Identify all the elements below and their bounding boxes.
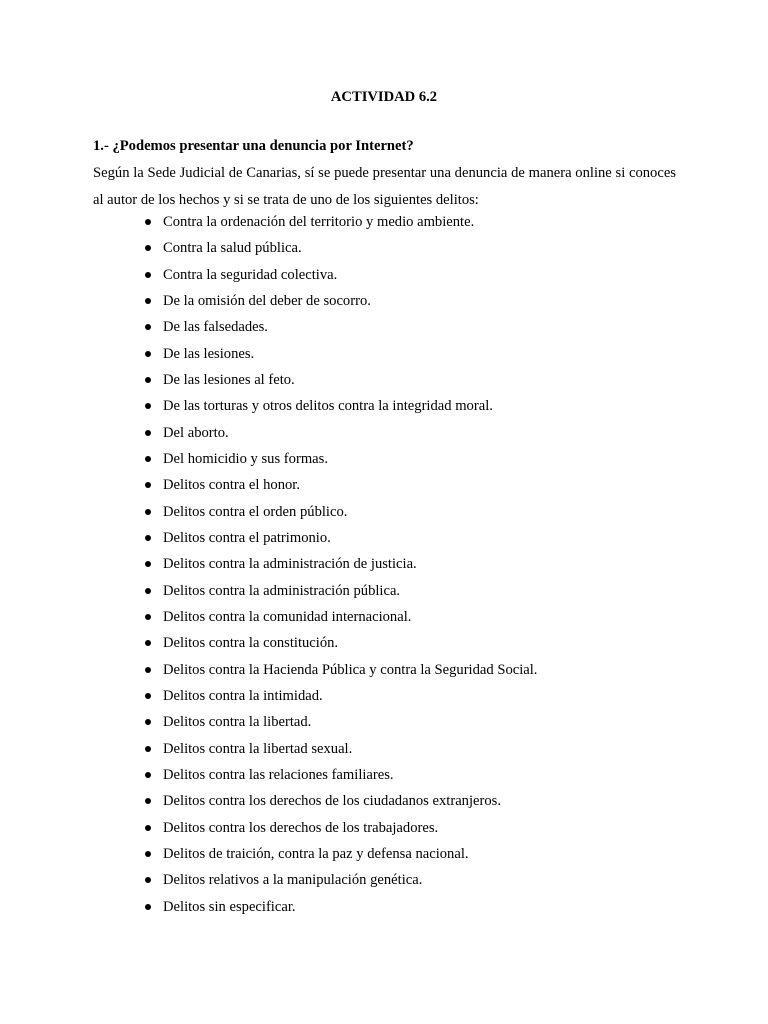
list-item-text: De las lesiones al feto. xyxy=(163,371,295,388)
bullet-icon xyxy=(145,298,151,304)
bullet-icon xyxy=(145,456,151,462)
document-title: ACTIVIDAD 6.2 xyxy=(330,89,438,105)
list-item-text: Contra la seguridad colectiva. xyxy=(163,266,338,283)
bullet-icon xyxy=(145,667,151,673)
list-item-text: Delitos de traición, contra la paz y defensa nacional. xyxy=(163,845,469,862)
bullet-icon xyxy=(145,351,151,357)
bullet-icon xyxy=(145,851,151,857)
list-item-text: De las lesiones. xyxy=(163,345,255,362)
bullet-icon xyxy=(145,219,151,225)
bullet-icon xyxy=(145,877,151,883)
bullet-icon xyxy=(145,377,151,383)
bullet-icon xyxy=(145,245,151,251)
bullet-icon xyxy=(145,482,151,488)
question-heading: 1.- ¿Podemos presentar una denuncia por Internet? xyxy=(93,138,414,154)
list-item-text: Delitos contra los derechos de los trabajadores. xyxy=(163,819,439,836)
list-item-text: Delitos contra el orden público. xyxy=(163,503,348,520)
list-item-text: Delitos contra la Hacienda Pública y contra la Seguridad Social. xyxy=(163,661,538,678)
bullet-icon xyxy=(145,324,151,330)
list-item-text: Contra la ordenación del territorio y medio ambiente. xyxy=(163,214,475,230)
list-item-text: Del aborto. xyxy=(163,424,229,441)
bullet-icon xyxy=(145,535,151,541)
list-item-text: Delitos contra la comunidad internacional. xyxy=(163,608,412,625)
list-item-text: Delitos contra las relaciones familiares. xyxy=(163,766,394,783)
list-item-text: De la omisión del deber de socorro. xyxy=(163,292,371,309)
bullet-icon xyxy=(145,693,151,699)
bullet-icon xyxy=(145,904,151,910)
list-item-text: Delitos sin especificar. xyxy=(163,898,296,915)
bullet-icon xyxy=(145,640,151,646)
list-item-text: Delitos relativos a la manipulación genética. xyxy=(163,872,423,889)
list-item-text: De las torturas y otros delitos contra la integridad moral. xyxy=(163,398,493,415)
bullet-icon xyxy=(145,825,151,831)
bullet-icon xyxy=(145,509,151,515)
list-item-text: Del homicidio y sus formas. xyxy=(163,450,328,467)
list-item-text: Delitos contra los derechos de los ciudadanos extranjeros. xyxy=(163,793,501,810)
intro-paragraph: Según la Sede Judicial de Canarias, sí se puede presentar una denuncia de manera online si conoces al autor de los hechos y si se trata de uno de los siguientes delitos: xyxy=(93,165,676,208)
bullet-icon xyxy=(145,614,151,620)
list-item-text: Delitos contra la intimidad. xyxy=(163,687,323,704)
bullet-icon xyxy=(145,772,151,778)
bullet-icon xyxy=(145,798,151,804)
bullet-icon xyxy=(145,430,151,436)
list-item-text: Delitos contra la libertad. xyxy=(163,714,312,731)
list-item-text: Delitos contra la administración de justicia. xyxy=(163,556,417,573)
list-item-text: De las falsedades. xyxy=(163,319,268,336)
list-item-text: Delitos contra el honor. xyxy=(163,477,300,494)
bullet-icon xyxy=(145,561,151,567)
bullet-icon xyxy=(145,272,151,278)
bullet-icon xyxy=(145,403,151,409)
list-item-text: Delitos contra la administración pública. xyxy=(163,582,401,599)
list-item-text: Delitos contra la libertad sexual. xyxy=(163,740,353,757)
list-item-text: Delitos contra la constitución. xyxy=(163,635,339,652)
list-item-text: Contra la salud pública. xyxy=(163,240,302,257)
bullet-icon xyxy=(145,746,151,752)
bullet-icon xyxy=(145,719,151,725)
bullet-icon xyxy=(145,588,151,594)
list-item-text: Delitos contra el patrimonio. xyxy=(163,529,331,546)
